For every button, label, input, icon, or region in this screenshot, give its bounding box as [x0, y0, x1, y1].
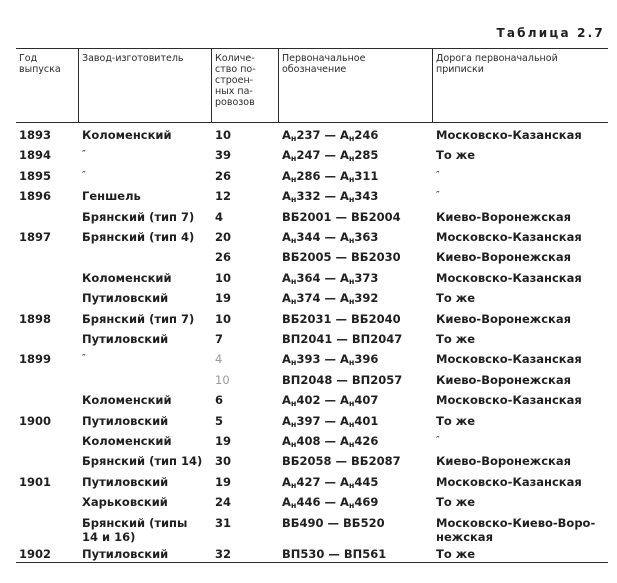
table-row — [16, 250, 608, 270]
designation-number: $A_н237$ — [282, 128, 321, 143]
table-caption: Таблица 2.7 — [496, 26, 605, 40]
cell-year: 1897 — [19, 230, 52, 244]
cell-designation: $A_н374$ — $A_н392$ — [282, 291, 379, 307]
cell-count: 24 — [215, 495, 232, 510]
designation-number: $A_н408$ — [282, 434, 321, 449]
cell-plant: Путиловский — [82, 474, 169, 489]
designation-number: $A_н393$ — [282, 352, 321, 368]
header-road: Дорога первоначальной приписки — [436, 53, 558, 75]
designation-number: $A_н246$ — [339, 128, 379, 143]
cell-count: 26 — [215, 250, 232, 265]
designation-number: $A_н427$ — [282, 474, 321, 490]
designation-number: $A_н445$ — [339, 474, 379, 490]
designation-number: $A_н446$ — [282, 495, 321, 511]
header-top-rule — [16, 48, 608, 49]
table-row — [16, 291, 608, 311]
table-row — [16, 128, 608, 148]
designation-number: $A_н407$ — [339, 393, 379, 409]
cell-road: То же — [436, 332, 475, 346]
cell-plant: ″ — [82, 149, 86, 161]
designation-number: $A_н373$ — [339, 270, 379, 286]
cell-count: 6 — [215, 393, 224, 408]
cell-designation: $A_н344$ — $A_н363$ — [282, 230, 379, 245]
designation-number: $A_н344$ — [282, 230, 321, 245]
cell-road: То же — [436, 546, 475, 561]
cell-designation: ВБ490 — ВБ520 — [282, 515, 385, 530]
cell-plant: Брянский (типы 14 и 16) — [82, 515, 188, 544]
cell-plant: Путиловский — [82, 291, 169, 306]
cell-year: 1902 — [19, 546, 52, 561]
cell-count: 4 — [215, 209, 224, 224]
cell-designation: $A_н247$ — $A_н285$ — [282, 148, 379, 164]
table-row — [16, 547, 608, 567]
cell-count: 30 — [215, 454, 232, 469]
cell-year: 1894 — [19, 148, 52, 163]
designation-number: $A_н469$ — [339, 495, 379, 511]
header-bottom-rule — [16, 122, 608, 123]
cell-designation: ВП2041 — ВП2047 — [282, 332, 403, 346]
cell-year: 1899 — [19, 352, 52, 367]
cell-count: 19 — [215, 434, 232, 448]
cell-plant: Геншель — [82, 189, 141, 204]
cell-plant: Брянский (тип 14) — [82, 454, 203, 469]
table-row — [16, 169, 608, 189]
designation-number: $A_н374$ — [282, 291, 321, 307]
cell-year: 1896 — [19, 189, 52, 204]
cell-plant: Путиловский — [82, 413, 169, 428]
cell-year: 1893 — [19, 128, 52, 142]
cell-count: 32 — [215, 546, 232, 561]
cell-road: Московско-Казанская — [436, 352, 582, 367]
table-row — [16, 210, 608, 230]
cell-designation: $A_н237$ — $A_н246$ — [282, 128, 379, 143]
designation-number: $A_н426$ — [339, 434, 379, 449]
cell-plant: Коломенский — [82, 270, 172, 285]
cell-designation: $A_н286$ — $A_н311$ — [282, 168, 379, 184]
cell-designation: $A_н402$ — $A_н407$ — [282, 393, 379, 409]
column-divider — [211, 48, 212, 122]
cell-road: Киево-Воронежская — [436, 454, 571, 469]
cell-road: ″ — [436, 169, 440, 181]
cell-year: 1900 — [19, 413, 52, 428]
designation-number: $A_н343$ — [339, 189, 379, 205]
column-divider — [78, 48, 79, 122]
table-row — [16, 332, 608, 352]
table-row — [16, 434, 608, 454]
table-row — [16, 312, 608, 332]
table-row — [16, 475, 608, 495]
header-year: Год выпуска — [19, 53, 61, 75]
cell-designation: $A_н364$ — $A_н373$ — [282, 270, 379, 286]
designation-number: $A_н397$ — [282, 413, 321, 429]
header-count: Количе- ство по- строен- ных па- ровозов — [215, 53, 256, 108]
cell-count: 7 — [215, 332, 224, 346]
table-row — [16, 393, 608, 413]
table-row — [16, 454, 608, 474]
table-row — [16, 230, 608, 250]
cell-designation: ВБ2005 — ВБ2030 — [282, 250, 401, 265]
table-row — [16, 515, 608, 544]
cell-road: Московско-Казанская — [436, 230, 582, 244]
designation-number: $A_н332$ — [282, 189, 321, 205]
cell-road: Московско-Казанская — [436, 393, 582, 408]
cell-count: 10 — [215, 270, 232, 285]
column-divider — [432, 48, 433, 122]
cell-year: 1898 — [19, 311, 52, 326]
cell-designation: $A_н408$ — $A_н426$ — [282, 434, 379, 449]
table-row — [16, 414, 608, 434]
cell-year: 1895 — [19, 168, 52, 183]
cell-road: Киево-Воронежская — [436, 250, 571, 265]
cell-plant: Коломенский — [82, 128, 172, 142]
cell-road: Московско-Киево-Воро- нежская — [436, 515, 596, 544]
cell-road: То же — [436, 148, 475, 163]
cell-road: Киево-Воронежская — [436, 372, 571, 387]
cell-count: 12 — [215, 189, 232, 204]
cell-road: То же — [436, 495, 475, 510]
designation-number: $A_н364$ — [282, 270, 321, 286]
cell-designation: ВБ2058 — ВБ2087 — [282, 454, 401, 469]
cell-designation: ВБ2031 — ВБ2040 — [282, 311, 401, 326]
cell-road: Московско-Казанская — [436, 474, 582, 489]
cell-road: Киево-Воронежская — [436, 209, 571, 224]
cell-plant: Путиловский — [82, 546, 169, 561]
table-row — [16, 352, 608, 372]
header-plant: Завод-изготовитель — [82, 53, 184, 64]
table-row — [16, 271, 608, 291]
cell-count: 5 — [215, 413, 224, 428]
designation-number: $A_н402$ — [282, 393, 321, 409]
cell-count: 19 — [215, 474, 232, 489]
cell-plant: Брянский (тип 4) — [82, 230, 195, 244]
cell-count: 10 — [215, 372, 230, 387]
cell-road: Киево-Воронежская — [436, 311, 571, 326]
cell-road: Московско-Казанская — [436, 128, 582, 142]
table-row — [16, 373, 608, 393]
cell-plant: Путиловский — [82, 332, 169, 346]
cell-count: 31 — [215, 515, 232, 530]
header-designation: Первоначальное обозначение — [282, 53, 366, 75]
designation-number: $A_н392$ — [339, 291, 379, 307]
cell-road: То же — [436, 291, 475, 306]
cell-count: 10 — [215, 311, 232, 326]
cell-designation: $A_н332$ — $A_н343$ — [282, 189, 379, 205]
cell-designation: $A_н427$ — $A_н445$ — [282, 474, 379, 490]
cell-designation: ВБ2001 — ВБ2004 — [282, 209, 401, 224]
cell-count: 26 — [215, 168, 232, 183]
table-row — [16, 148, 608, 168]
cell-plant: Брянский (тип 7) — [82, 311, 195, 326]
table-row — [16, 189, 608, 209]
cell-plant: Брянский (тип 7) — [82, 209, 195, 224]
cell-designation: $A_н393$ — $A_н396$ — [282, 352, 379, 368]
cell-count: 39 — [215, 148, 232, 163]
table-row — [16, 495, 608, 515]
cell-count: 19 — [215, 291, 232, 306]
designation-number: $A_н363$ — [339, 230, 379, 245]
designation-number: $A_н311$ — [339, 168, 379, 184]
designation-number: $A_н286$ — [282, 168, 321, 184]
cell-designation: ВП530 — ВП561 — [282, 546, 387, 561]
column-divider — [278, 48, 279, 122]
cell-plant: Коломенский — [82, 434, 172, 448]
cell-plant: ″ — [82, 169, 86, 181]
cell-plant: ″ — [82, 353, 86, 365]
cell-road: Московско-Казанская — [436, 270, 582, 285]
designation-number: $A_н401$ — [339, 413, 379, 429]
designation-number: $A_н247$ — [282, 148, 321, 164]
cell-plant: Коломенский — [82, 393, 172, 408]
cell-designation: ВП2048 — ВП2057 — [282, 372, 403, 387]
cell-count: 10 — [215, 128, 232, 142]
cell-count: 4 — [215, 352, 223, 367]
cell-road: ″ — [436, 435, 440, 446]
cell-designation: $A_н397$ — $A_н401$ — [282, 413, 379, 429]
cell-road: ″ — [436, 190, 440, 202]
cell-road: То же — [436, 413, 475, 428]
cell-plant: Харьковский — [82, 495, 168, 510]
cell-count: 20 — [215, 230, 232, 244]
designation-number: $A_н396$ — [339, 352, 379, 368]
cell-year: 1901 — [19, 474, 52, 489]
designation-number: $A_н285$ — [339, 148, 379, 164]
cell-designation: $A_н446$ — $A_н469$ — [282, 495, 379, 511]
